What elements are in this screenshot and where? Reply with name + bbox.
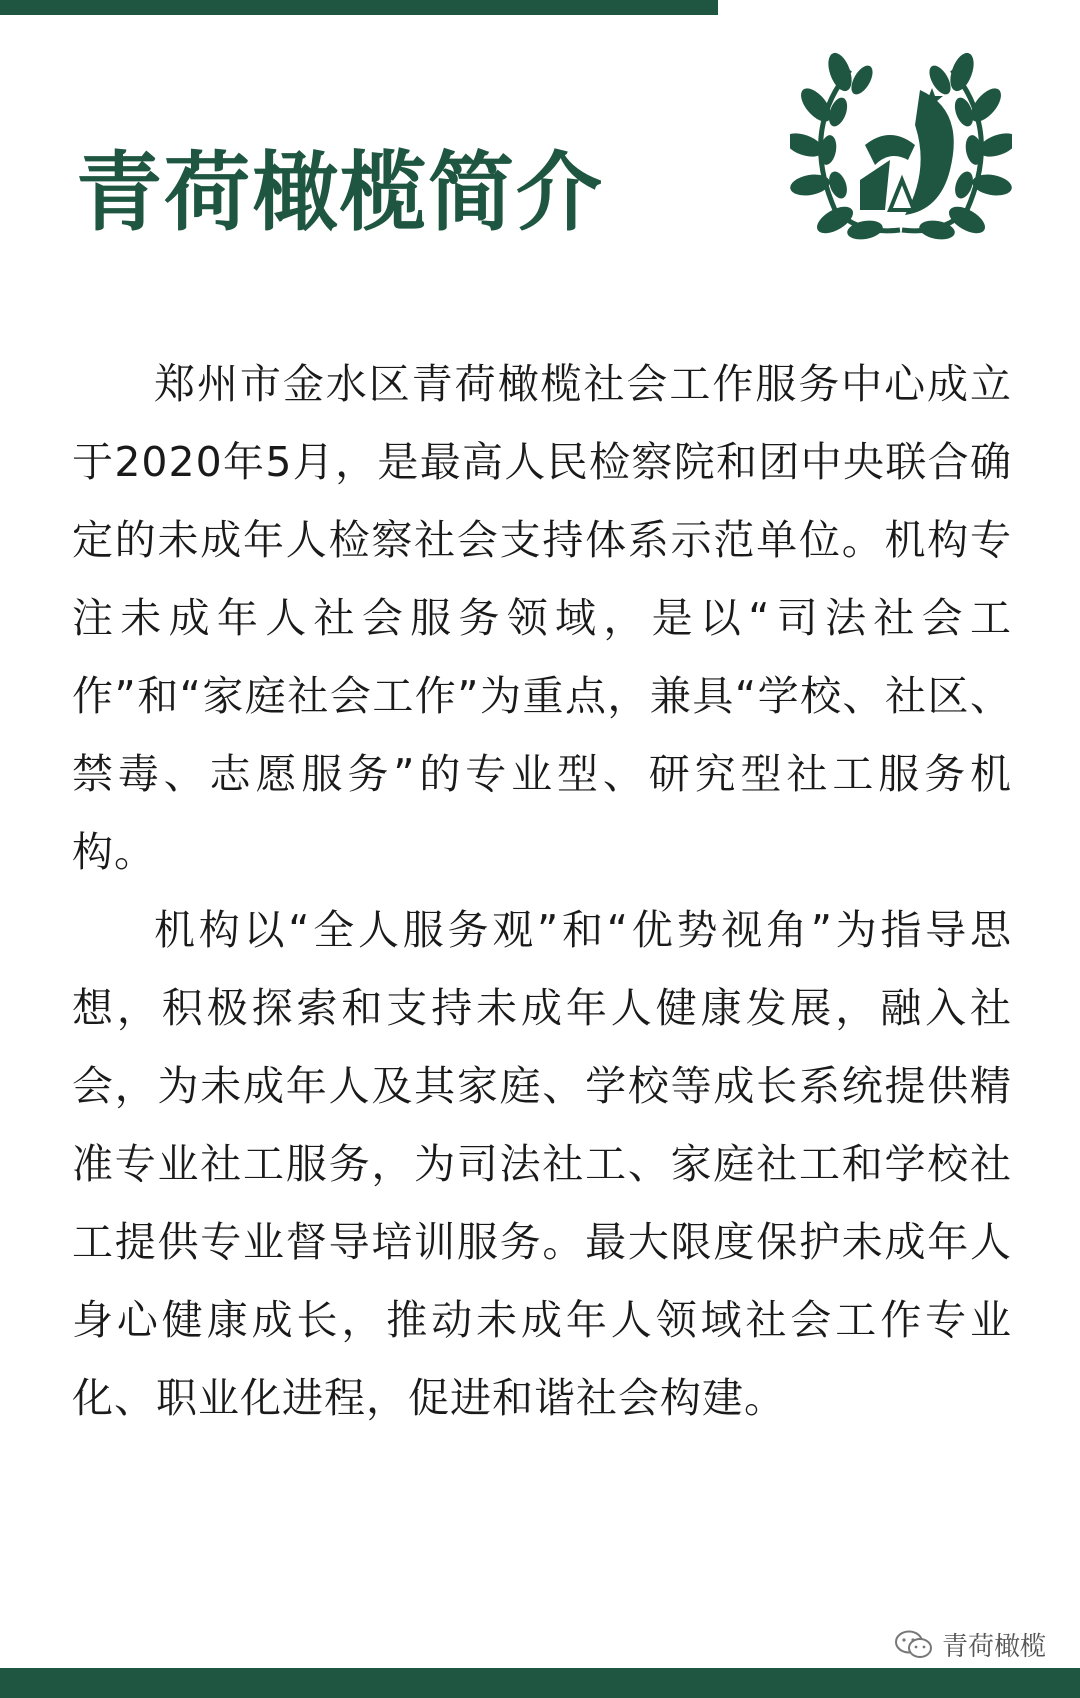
page-title: 青荷橄榄简介 <box>76 142 604 243</box>
watermark-label: 青荷橄榄 <box>941 1632 1046 1662</box>
intro-body <box>72 345 1012 1437</box>
bottom-decor-bar <box>0 1668 1080 1698</box>
intro-paragraph-2: 机构以“全人服务观”和“优势视角”为指导思想，积极探索和支持未成年人健康发展，融入社会，为未成年人及其家庭、学校等成长系统提供精准专业社工服务，为司法社工、家庭社工和学校社工提供专业督导培训服务。最大限度保护未成年人身心健康成长，推动未成年人领域社会工作专业化、职业化进程，促进和谐社会构建。 <box>72 906 1012 1422</box>
intro-paragraph-1: 郑州市金水区青荷橄榄社会工作服务中心成立于2020年5月，是最高人民检察院和团中央联合确定的未成年人检察社会支持体系示范单位。机构专注未成年人社会服务领域，是以“司法社会工作”和“家庭社会工作”为重点，兼具“学校、社区、禁毒、志愿服务”的专业型、研究型社工服务机构。 <box>72 360 1012 876</box>
olive-wreath-logo-icon <box>790 50 1012 244</box>
top-decor-bar <box>0 0 718 15</box>
wechat-icon <box>894 1629 934 1661</box>
wechat-watermark <box>894 1626 1046 1663</box>
